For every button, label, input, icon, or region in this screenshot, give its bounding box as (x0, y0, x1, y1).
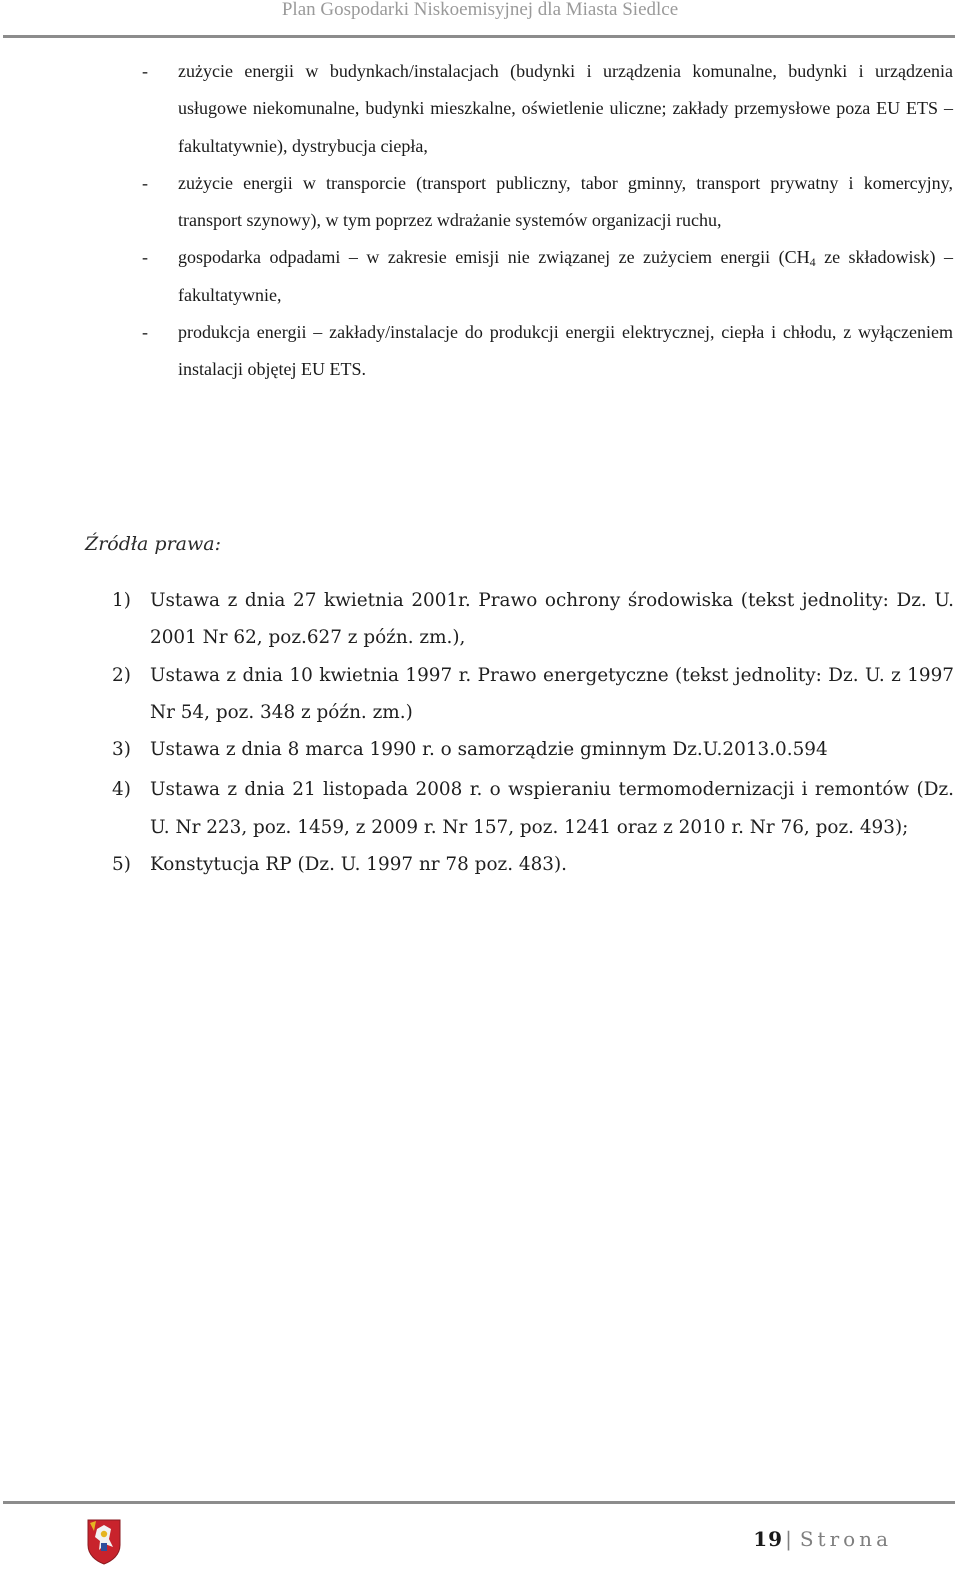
bullet-dash: - (142, 247, 148, 268)
source-text: Ustawa z dnia 8 marca 1990 r. o samorządzie gminnym Dz.U.2013.0.594 (150, 739, 828, 761)
legal-sources-list (112, 582, 954, 883)
source-number: 5) (112, 854, 131, 876)
list-item (112, 657, 954, 732)
crest-shield-band (101, 1543, 107, 1551)
list-item (112, 846, 954, 883)
bullet-text-before: gospodarka odpadami – w zakresie emisji nie związanej ze zużyciem energii (CH (178, 247, 810, 268)
bullet-text: zużycie energii w budynkach/instalacjach (budynki i urządzenia komunalne, budynki i urządzenia usługowe niekomunalne, budynki mieszkalne, oświetlenie uliczne; zakłady przemysłowe poza EU ETS – fakultatywnie), dystrybucja ciepła, (178, 61, 953, 156)
sources-heading: Źródła prawa: (85, 533, 221, 555)
page-number-separator: | (785, 1527, 796, 1551)
list-item (140, 314, 953, 389)
crest-emblem (101, 1531, 107, 1537)
page-number (753, 1527, 892, 1551)
document-title: Plan Gospodarki Niskoemisyjnej dla Miasta Siedlce (281, 0, 679, 20)
footer-divider (3, 1501, 955, 1504)
source-number: 2) (112, 664, 131, 686)
bullet-text: zużycie energii w transporcie (transport publiczny, tabor gminny, transport prywatny i komercyjny, transport szynowy), w tym poprzez wdrażanie systemów organizacji ruchu, (178, 172, 953, 231)
page-number-value: 19 (753, 1527, 784, 1551)
city-coat-of-arms-icon (85, 1517, 123, 1565)
methane-subscript: 4 (809, 255, 816, 270)
source-text: Ustawa z dnia 27 kwietnia 2001r. Prawo ochrony środowiska (tekst jednolity: Dz. U. 2001 Nr 62, poz.627 z późn. zm.), (150, 590, 954, 649)
list-item (140, 165, 953, 240)
bullet-text: produkcja energii – zakłady/instalacje do produkcji energii elektrycznej, ciepła i chłodu, z wyłączeniem instalacji objętej EU ETS. (178, 322, 953, 380)
bullet-text (178, 239, 953, 314)
page-label: Strona (799, 1527, 892, 1551)
bullet-dash: - (142, 172, 148, 193)
source-number: 1) (112, 590, 131, 611)
source-text: Ustawa z dnia 21 listopada 2008 r. o wspieraniu termomodernizacji i remontów (Dz. U. Nr 223, poz. 1459, z 2009 r. Nr 157, poz. 1241 oraz z 2010 r. Nr 76, poz. 493); (150, 779, 954, 838)
list-item (140, 53, 953, 165)
source-text: Konstytucja RP (Dz. U. 1997 nr 78 poz. 483). (150, 854, 568, 876)
header-divider (3, 35, 955, 38)
list-item (140, 239, 953, 314)
list-item (112, 731, 954, 768)
bullet-dash: - (142, 322, 148, 343)
scope-bullet-list (140, 53, 953, 389)
bullet-dash: - (142, 61, 148, 81)
bullet-text-after: ze składowisk) – fakultatywnie, (178, 247, 953, 305)
list-item (112, 771, 954, 846)
list-item (112, 582, 954, 657)
source-number: 3) (112, 739, 131, 761)
source-number: 4) (112, 779, 131, 801)
source-text: Ustawa z dnia 10 kwietnia 1997 r. Prawo energetyczne (tekst jednolity: Dz. U. z 1997 Nr 54, poz. 348 z późn. zm.) (150, 664, 954, 723)
